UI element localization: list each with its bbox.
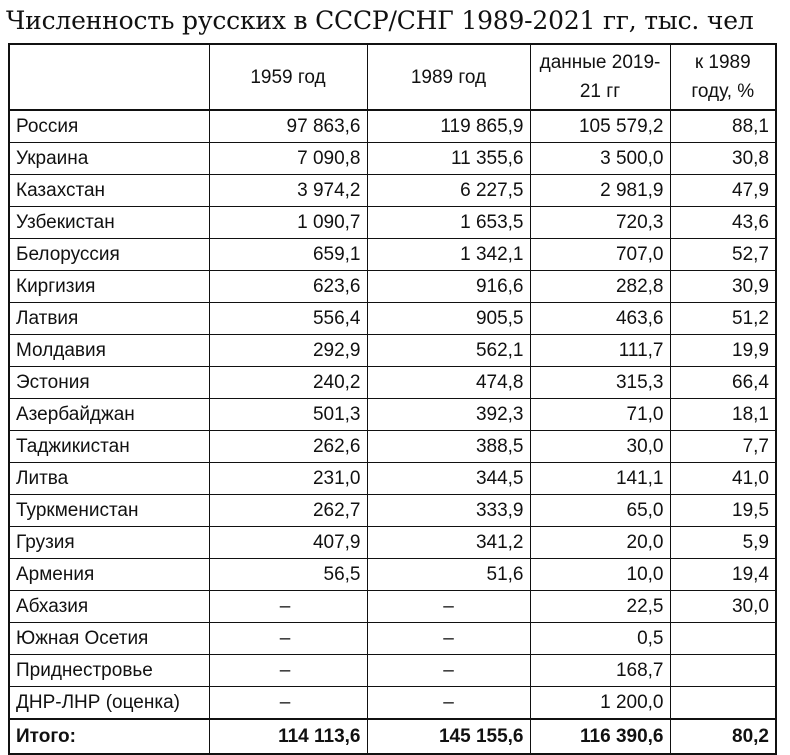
percent-cell: 19,5 <box>670 495 776 527</box>
table-row <box>9 687 776 720</box>
country-cell: Эстония <box>9 367 209 399</box>
country-cell: Азербайджан <box>9 399 209 431</box>
percent-cell: 5,9 <box>670 527 776 559</box>
value-1989-cell: – <box>367 591 530 623</box>
value-2019-21-cell: 65,0 <box>530 495 670 527</box>
value-1989-cell: 474,8 <box>367 367 530 399</box>
header-1989: 1989 год <box>367 44 530 110</box>
header-percent: к 1989 году, % <box>670 44 776 110</box>
value-2019-21-cell: 22,5 <box>530 591 670 623</box>
value-1959-cell: 97 863,6 <box>209 110 367 143</box>
percent-cell: 7,7 <box>670 431 776 463</box>
percent-cell: 19,9 <box>670 335 776 367</box>
page-title: Численность русских в СССР/СНГ 1989-2021 гг, тыс. чел <box>6 6 754 35</box>
country-cell: Белоруссия <box>9 239 209 271</box>
value-1959-cell: – <box>209 591 367 623</box>
population-table <box>8 43 777 755</box>
table-row <box>9 655 776 687</box>
value-1959-cell: 7 090,8 <box>209 143 367 175</box>
value-2019-21-cell: 111,7 <box>530 335 670 367</box>
table-row <box>9 399 776 431</box>
value-1989-cell: 562,1 <box>367 335 530 367</box>
table-row <box>9 367 776 399</box>
value-1989-cell: 392,3 <box>367 399 530 431</box>
total-percent: 80,2 <box>670 719 776 754</box>
value-2019-21-cell: 315,3 <box>530 367 670 399</box>
total-2019-21: 116 390,6 <box>530 719 670 754</box>
table-row <box>9 431 776 463</box>
value-1989-cell: 119 865,9 <box>367 110 530 143</box>
country-cell: Украина <box>9 143 209 175</box>
value-1989-cell: 1 653,5 <box>367 207 530 239</box>
table-row <box>9 591 776 623</box>
value-1989-cell: – <box>367 623 530 655</box>
percent-cell: 30,8 <box>670 143 776 175</box>
value-2019-21-cell: 20,0 <box>530 527 670 559</box>
value-1959-cell: – <box>209 687 367 720</box>
value-2019-21-cell: 720,3 <box>530 207 670 239</box>
value-2019-21-cell: 463,6 <box>530 303 670 335</box>
value-1989-cell: 341,2 <box>367 527 530 559</box>
value-1989-cell: 916,6 <box>367 271 530 303</box>
percent-cell <box>670 655 776 687</box>
value-1959-cell: 240,2 <box>209 367 367 399</box>
value-1959-cell: 262,7 <box>209 495 367 527</box>
value-2019-21-cell: 168,7 <box>530 655 670 687</box>
value-1989-cell: 344,5 <box>367 463 530 495</box>
country-cell: Приднестровье <box>9 655 209 687</box>
table-row <box>9 559 776 591</box>
table-row <box>9 143 776 175</box>
table-row <box>9 623 776 655</box>
percent-cell: 66,4 <box>670 367 776 399</box>
table-row <box>9 207 776 239</box>
value-1989-cell: 11 355,6 <box>367 143 530 175</box>
country-cell: Грузия <box>9 527 209 559</box>
table-row <box>9 303 776 335</box>
country-cell: Молдавия <box>9 335 209 367</box>
value-1959-cell: 262,6 <box>209 431 367 463</box>
value-1959-cell: 501,3 <box>209 399 367 431</box>
value-1959-cell: 3 974,2 <box>209 175 367 207</box>
country-cell: Латвия <box>9 303 209 335</box>
header-country <box>9 44 209 110</box>
header-1959: 1959 год <box>209 44 367 110</box>
table-row <box>9 335 776 367</box>
country-cell: Южная Осетия <box>9 623 209 655</box>
value-1989-cell: 51,6 <box>367 559 530 591</box>
table-header-row <box>9 44 776 110</box>
percent-cell <box>670 687 776 720</box>
table-row <box>9 463 776 495</box>
table-row <box>9 527 776 559</box>
percent-cell <box>670 623 776 655</box>
value-1989-cell: 388,5 <box>367 431 530 463</box>
table-body <box>9 110 776 719</box>
value-2019-21-cell: 2 981,9 <box>530 175 670 207</box>
country-cell: Казахстан <box>9 175 209 207</box>
value-1959-cell: 659,1 <box>209 239 367 271</box>
table-row <box>9 110 776 143</box>
value-2019-21-cell: 707,0 <box>530 239 670 271</box>
value-1989-cell: – <box>367 687 530 720</box>
percent-cell: 51,2 <box>670 303 776 335</box>
value-1959-cell: 231,0 <box>209 463 367 495</box>
value-2019-21-cell: 10,0 <box>530 559 670 591</box>
value-1989-cell: 6 227,5 <box>367 175 530 207</box>
value-1989-cell: 905,5 <box>367 303 530 335</box>
table-row <box>9 271 776 303</box>
table-row <box>9 239 776 271</box>
value-1959-cell: – <box>209 655 367 687</box>
value-1959-cell: 407,9 <box>209 527 367 559</box>
value-1959-cell: 556,4 <box>209 303 367 335</box>
percent-cell: 30,0 <box>670 591 776 623</box>
country-cell: Узбекистан <box>9 207 209 239</box>
total-1989: 145 155,6 <box>367 719 530 754</box>
value-1989-cell: – <box>367 655 530 687</box>
country-cell: Киргизия <box>9 271 209 303</box>
value-2019-21-cell: 3 500,0 <box>530 143 670 175</box>
value-1959-cell: 1 090,7 <box>209 207 367 239</box>
value-2019-21-cell: 105 579,2 <box>530 110 670 143</box>
value-2019-21-cell: 282,8 <box>530 271 670 303</box>
value-2019-21-cell: 1 200,0 <box>530 687 670 720</box>
value-1959-cell: 292,9 <box>209 335 367 367</box>
header-2019-21: данные 2019-21 гг <box>530 44 670 110</box>
value-2019-21-cell: 141,1 <box>530 463 670 495</box>
percent-cell: 41,0 <box>670 463 776 495</box>
table-row <box>9 495 776 527</box>
percent-cell: 30,9 <box>670 271 776 303</box>
value-1959-cell: 623,6 <box>209 271 367 303</box>
country-cell: Туркменистан <box>9 495 209 527</box>
value-2019-21-cell: 71,0 <box>530 399 670 431</box>
value-2019-21-cell: 0,5 <box>530 623 670 655</box>
value-2019-21-cell: 30,0 <box>530 431 670 463</box>
value-1959-cell: – <box>209 623 367 655</box>
table-row <box>9 175 776 207</box>
value-1989-cell: 1 342,1 <box>367 239 530 271</box>
total-row <box>9 719 776 754</box>
percent-cell: 18,1 <box>670 399 776 431</box>
value-1959-cell: 56,5 <box>209 559 367 591</box>
total-label: Итого: <box>9 719 209 754</box>
country-cell: Армения <box>9 559 209 591</box>
percent-cell: 52,7 <box>670 239 776 271</box>
country-cell: Таджикистан <box>9 431 209 463</box>
value-1989-cell: 333,9 <box>367 495 530 527</box>
country-cell: ДНР-ЛНР (оценка) <box>9 687 209 720</box>
percent-cell: 19,4 <box>670 559 776 591</box>
total-1959: 114 113,6 <box>209 719 367 754</box>
country-cell: Россия <box>9 110 209 143</box>
percent-cell: 88,1 <box>670 110 776 143</box>
percent-cell: 47,9 <box>670 175 776 207</box>
country-cell: Литва <box>9 463 209 495</box>
country-cell: Абхазия <box>9 591 209 623</box>
percent-cell: 43,6 <box>670 207 776 239</box>
